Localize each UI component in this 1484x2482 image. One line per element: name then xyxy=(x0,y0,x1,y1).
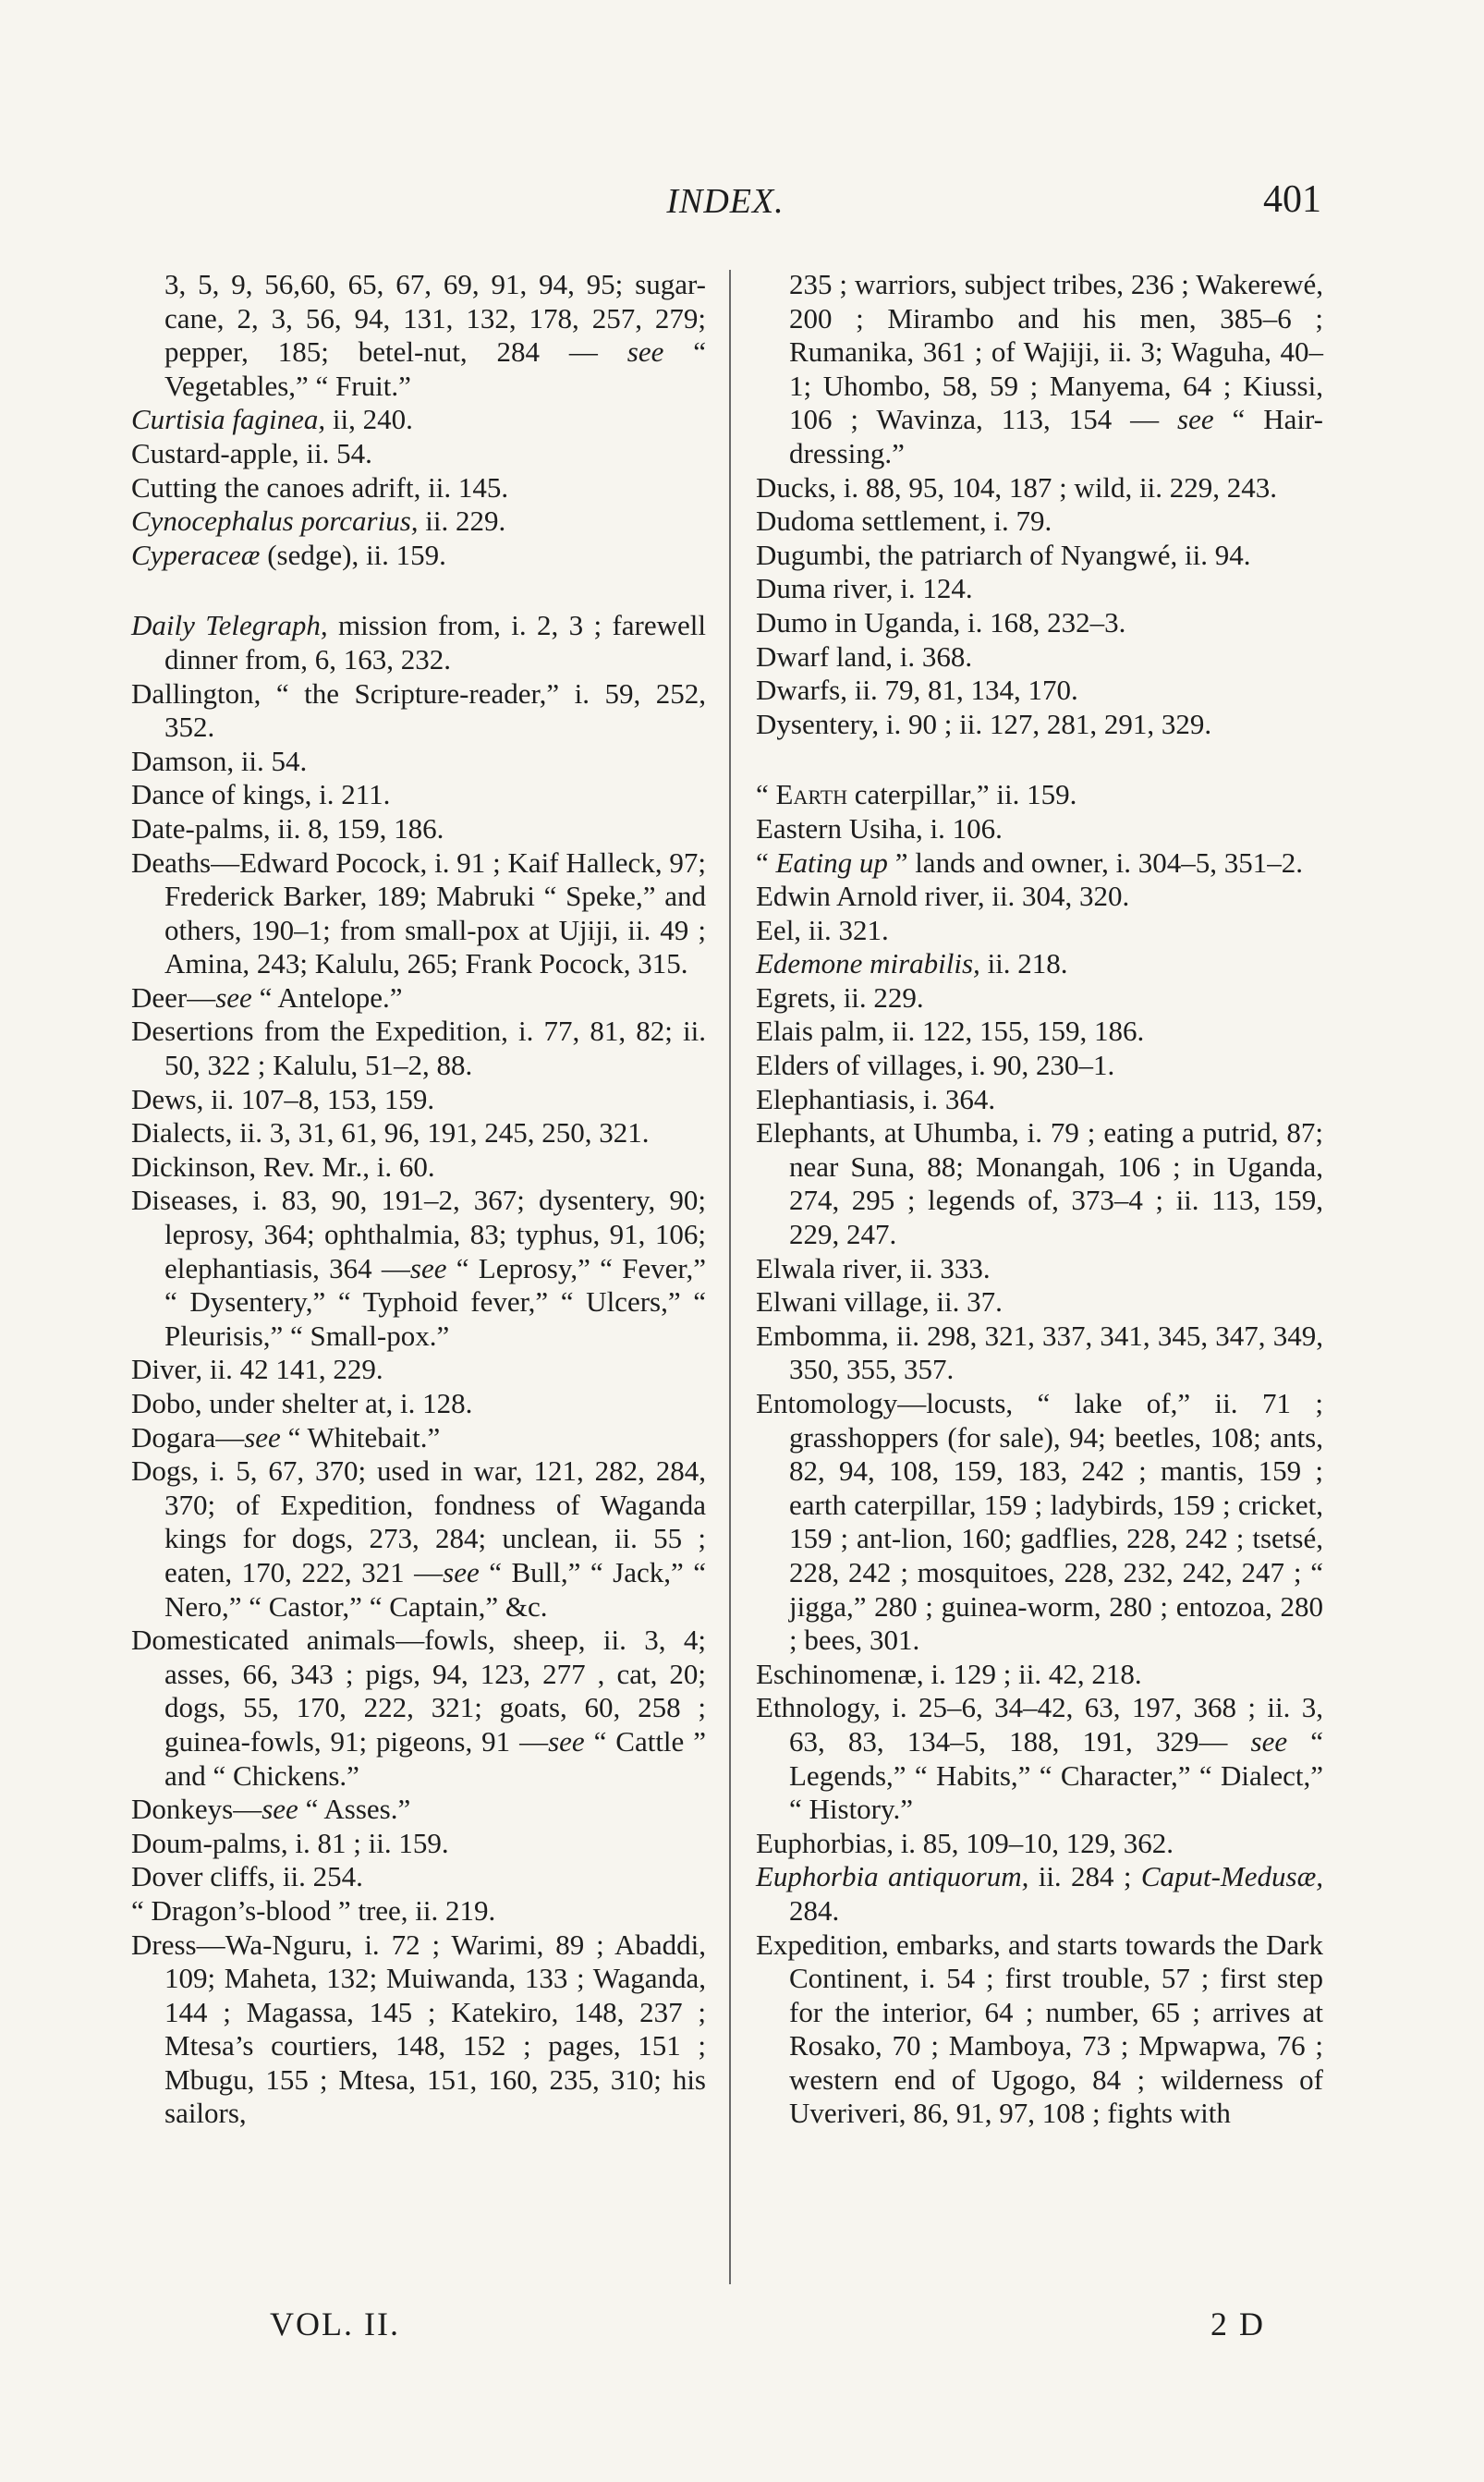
index-entry xyxy=(756,1387,1323,1658)
index-entry xyxy=(131,539,706,573)
entry-text: Expedition, embarks, and starts towards the Dark Continent, i. 54 ; first trouble, 57 ; first step for the interior, 64 ; number, 65 ; arrives at Rosako, 70 ; Mamboya, 73 ; Mpwapwa, 76 ; western end of Ugogo, 84 ; wilderness of Uveriveri, 86, 91, 97, 108 ; fights with xyxy=(756,1928,1323,2130)
index-entry xyxy=(131,981,706,1016)
entry-text: Duma river, i. 124. xyxy=(756,572,973,605)
page-header xyxy=(129,174,1321,229)
entry-text: Doum-palms, i. 81 ; ii. 159. xyxy=(131,1826,449,1859)
entry-text: Dews, ii. 107–8, 153, 159. xyxy=(131,1082,435,1115)
entry-text: “ Antelope.” xyxy=(251,980,403,1014)
entry-text: Deer— xyxy=(131,980,216,1014)
index-entry xyxy=(756,778,1323,812)
index-entry xyxy=(131,1116,706,1150)
index-entry xyxy=(131,1860,706,1894)
index-entry xyxy=(756,1320,1323,1387)
index-entry xyxy=(756,1049,1323,1083)
entry-text: Elais palm, ii. 122, 155, 159, 186. xyxy=(756,1015,1145,1048)
entry-text: “ xyxy=(756,846,776,879)
entry-text: Euphorbia antiquorum, xyxy=(756,1860,1029,1893)
entry-text: Elephantiasis, i. 364. xyxy=(756,1082,996,1115)
index-entry xyxy=(756,606,1323,640)
entry-text: Elwala river, ii. 333. xyxy=(756,1251,991,1284)
entry-text: mission from, i. 2, 3 ; farewell dinner from, 6, 163, 232. xyxy=(164,609,706,675)
entry-text: see xyxy=(215,980,252,1014)
index-entry-continued xyxy=(756,268,1323,471)
index-entry xyxy=(131,1624,706,1793)
entry-text: see xyxy=(443,1555,480,1588)
entry-text: Donkeys— xyxy=(131,1793,262,1826)
entry-text: Earth xyxy=(775,778,848,811)
entry-text: see xyxy=(626,335,664,369)
index-entry xyxy=(756,1015,1323,1049)
entry-text: Custard-apple, ii. 54. xyxy=(131,436,372,469)
entry-text: Domesticated animals—fowls, sheep, ii. 3, 4; asses, 66, 343 ; pigs, 94, 123, 277 , cat, 20; dogs, 55, 170, 222, 321; goats, 60, 258 ; guinea-fowls, 91; pigeons, 91 — xyxy=(131,1624,706,1758)
entry-text: Deaths—Edward Pocock, i. 91 ; Kaif Halleck, 97; Frederick Barker, 189; Mabruki “ Speke,” and others, 190–1; from small-pox at Ujiji, ii. 49 ; Amina, 243; Kalulu, 265; Frank Pocock, 315. xyxy=(131,846,706,980)
index-column-right xyxy=(756,268,1323,2131)
index-entry xyxy=(131,403,706,437)
entry-text: Ethnology, i. 25–6, 34–42, 63, 197, 368 ; ii. 3, 63, 83, 134–5, 188, 191, 329— xyxy=(756,1691,1323,1758)
index-entry xyxy=(756,572,1323,606)
entry-text: Cynocephalus porcarius, xyxy=(131,505,419,538)
entry-text: Dover cliffs, ii. 254. xyxy=(131,1860,363,1893)
entry-text: Elephants, at Uhumba, i. 79 ; eating a putrid, 87; near Suna, 88; Monangah, 106 ; in Uganda, 274, 295 ; legends of, 373–4 ; ii. 113, 159, 229, 247. xyxy=(756,1116,1323,1251)
section-gap xyxy=(756,741,1323,778)
entry-text: “ xyxy=(756,778,776,811)
index-entry xyxy=(131,505,706,539)
entry-text: “ Leprosy,” “ Fever,” “ Dysentery,” “ Typhoid fever,” “ Ulcers,” “ Pleurisis,” “ Small-pox.” xyxy=(164,1251,706,1352)
signature-mark: 2 D xyxy=(1210,2306,1265,2342)
section-gap xyxy=(131,572,706,609)
index-entry xyxy=(756,981,1323,1016)
entry-text: Curtisia faginea, xyxy=(131,403,326,436)
entry-text: Cutting the canoes adrift, ii. 145. xyxy=(131,470,509,504)
volume-label: VOL. II. xyxy=(270,2306,400,2342)
index-entry xyxy=(756,539,1323,573)
entry-text: Daily Telegraph, xyxy=(131,609,328,642)
entry-text: Dysentery, i. 90 ; ii. 127, 281, 291, 329. xyxy=(756,707,1212,740)
index-entry xyxy=(131,609,706,676)
entry-text: caterpillar,” ii. 159. xyxy=(847,778,1077,811)
column-divider xyxy=(729,270,731,2284)
entry-text: “ Hair-dressing.” xyxy=(789,403,1323,469)
entry-text: “ Dragon’s-blood ” tree, ii. 219. xyxy=(131,1893,496,1927)
entry-text: see xyxy=(244,1420,281,1454)
index-entry xyxy=(131,1353,706,1387)
entry-text: 3, 5, 9, 56,60, 65, 67, 69, 91, 94, 95; sugar-cane, 2, 3, 56, 94, 131, 132, 178, 257, 279; pepper, 185; betel-nut, 284 — xyxy=(164,268,706,369)
index-entry xyxy=(131,812,706,846)
index-entry xyxy=(131,1083,706,1117)
entry-text: Dance of kings, i. 211. xyxy=(131,778,391,811)
index-entry xyxy=(756,505,1323,539)
index-entry xyxy=(756,880,1323,914)
entry-text: Ducks, i. 88, 95, 104, 187 ; wild, ii. 229, 243. xyxy=(756,470,1278,504)
entry-text: ii. 284 ; xyxy=(1028,1860,1141,1893)
entry-text: Euphorbias, i. 85, 109–10, 129, 362. xyxy=(756,1826,1174,1859)
index-entry xyxy=(131,745,706,779)
index-entry xyxy=(131,677,706,745)
entry-text: Dwarfs, ii. 79, 81, 134, 170. xyxy=(756,674,1078,707)
entry-text: “ Cattle ” and “ Chickens.” xyxy=(164,1724,706,1792)
page-number: 401 xyxy=(1263,178,1321,221)
entry-text: “ Vegetables,” “ Fruit.” xyxy=(164,335,706,402)
entry-text: Dress—Wa-Nguru, i. 72 ; Warimi, 89 ; Abaddi, 109; Maheta, 132; Muiwanda, 133 ; Waganda, 144 ; Magassa, 145 ; Katekiro, 148, 237 ; Mtesa’s courtiers, 148, 152 ; pages, 151 ; Mbugu, 155 ; Mtesa, 151, 160, 235, 310; his sailors, xyxy=(131,1928,706,2130)
entry-text: Egrets, ii. 229. xyxy=(756,980,924,1014)
entry-text: Dobo, under shelter at, i. 128. xyxy=(131,1387,473,1419)
index-entry xyxy=(131,778,706,812)
entry-text: Elwani village, ii. 37. xyxy=(756,1285,1003,1319)
entry-text: Eel, ii. 321. xyxy=(756,913,889,946)
entry-text: Dialects, ii. 3, 31, 61, 96, 191, 245, 250, 321. xyxy=(131,1116,650,1150)
entry-text: Desertions from the Expedition, i. 77, 81, 82; ii. 50, 322 ; Kalulu, 51–2, 88. xyxy=(131,1015,706,1082)
entry-text: Diver, ii. 42 141, 229. xyxy=(131,1353,383,1386)
index-entry xyxy=(756,1827,1323,1861)
entry-text: see xyxy=(409,1251,447,1284)
index-entry xyxy=(131,846,706,981)
entry-text: Damson, ii. 54. xyxy=(131,744,308,777)
entry-text: Caput-Medusæ, xyxy=(1140,1860,1323,1893)
entry-text: Dogs, i. 5, 67, 370; used in war, 121, 282, 284, 370; of Expedition, fondness of Waganda kings for dogs, 273, 284; unclean, ii. 55 ; eaten, 170, 222, 321 — xyxy=(131,1454,706,1588)
entry-text: Eastern Usiha, i. 106. xyxy=(756,811,1003,845)
index-entry xyxy=(756,812,1323,846)
entry-text: “ Asses.” xyxy=(298,1793,411,1826)
entry-text: Dallington, “ the Scripture-reader,” i. 59, 252, 352. xyxy=(131,676,706,744)
entry-text: “ Legends,” “ Habits,” “ Character,” “ Dialect,” “ History.” xyxy=(789,1724,1323,1826)
index-entry xyxy=(131,1184,706,1353)
index-entry xyxy=(756,1691,1323,1826)
index-entry xyxy=(131,471,706,505)
entry-text: Embomma, ii. 298, 321, 337, 341, 345, 347, 349, 350, 355, 357. xyxy=(756,1319,1323,1386)
entry-text: Cyperaceæ xyxy=(131,538,261,571)
index-entry xyxy=(131,1387,706,1421)
entry-text: Dwarf land, i. 368. xyxy=(756,639,973,673)
entry-text: Eschinomenæ, i. 129 ; ii. 42, 218. xyxy=(756,1657,1142,1690)
index-entry xyxy=(131,1454,706,1624)
entry-text: Eating up xyxy=(775,846,888,879)
entry-text: see xyxy=(262,1793,298,1826)
index-column-left xyxy=(131,268,706,2131)
index-entry xyxy=(131,1015,706,1082)
entry-text: Dumo in Uganda, i. 168, 232–3. xyxy=(756,605,1126,639)
entry-text: ” lands and owner, i. 304–5, 351–2. xyxy=(887,846,1303,879)
entry-text: Dogara— xyxy=(131,1420,245,1454)
entry-text: Date-palms, ii. 8, 159, 186. xyxy=(131,811,444,845)
entry-text: Edemone mirabilis, xyxy=(756,947,980,980)
entry-text: Elders of villages, i. 90, 230–1. xyxy=(756,1049,1115,1082)
entry-text: Dickinson, Rev. Mr., i. 60. xyxy=(131,1150,435,1183)
index-entry xyxy=(756,1860,1323,1928)
index-entry xyxy=(131,1150,706,1185)
index-entry xyxy=(756,1116,1323,1251)
index-entry xyxy=(756,1252,1323,1286)
entry-text: see xyxy=(1177,403,1214,436)
index-entry xyxy=(756,471,1323,505)
running-head: INDEX. xyxy=(666,182,785,221)
index-entry xyxy=(131,1421,706,1455)
index-entry xyxy=(756,674,1323,708)
index-entry xyxy=(756,846,1323,881)
index-entry xyxy=(756,914,1323,948)
entry-text: see xyxy=(1250,1724,1288,1758)
index-entry xyxy=(131,1827,706,1861)
entry-text: ii. 218. xyxy=(979,947,1068,980)
entry-text: see xyxy=(548,1724,585,1758)
entry-text: Entomology—locusts, “ lake of,” ii. 71 ; grasshoppers (for sale), 94; beetles, 108; ants, 82, 94, 108, 159, 183, 242 ; mantis, 159 ; earth caterpillar, 159 ; ladybirds, 159 ; cricket, 159 ; ant-lion, 160; gadflies, 228, 242 ; tsetsé, 228, 242 ; mosquitoes, 228, 232, 242, 247 ; “ jigga,” 280 ; guinea-worm, 280 ; entozoa, 280 ; bees, 301. xyxy=(756,1387,1323,1657)
index-entry xyxy=(756,947,1323,981)
entry-text: 284. xyxy=(789,1893,840,1927)
index-entry xyxy=(131,1928,706,2132)
entry-text: ii. 229. xyxy=(418,505,506,538)
index-entry xyxy=(756,640,1323,675)
index-entry xyxy=(756,708,1323,742)
entry-text: “ Bull,” “ Jack,” “ Nero,” “ Castor,” “ Captain,” &c. xyxy=(164,1555,707,1623)
entry-text: Dudoma settlement, i. 79. xyxy=(756,505,1052,538)
index-entry xyxy=(756,1928,1323,2132)
entry-text: “ Whitebait.” xyxy=(280,1420,441,1454)
index-entry xyxy=(131,1793,706,1827)
index-entry xyxy=(756,1285,1323,1320)
entry-text: 235 ; warriors, subject tribes, 236 ; Wakerewé, 200 ; Mirambo and his men, 385–6 ; Rumanika, 361 ; of Wajiji, ii. 3; Waguha, 40–1; Uhombo, 58, 59 ; Manyema, 64 ; Kiussi, 106 ; Wavinza, 113, 154 — xyxy=(789,268,1323,436)
index-entry xyxy=(131,437,706,471)
index-entry xyxy=(131,1894,706,1928)
index-entry xyxy=(756,1658,1323,1692)
index-entry-continued xyxy=(131,268,706,403)
entry-text: (sedge), ii. 159. xyxy=(260,538,446,571)
entry-text: Diseases, i. 83, 90, 191–2, 367; dysentery, 90; leprosy, 364; ophthalmia, 83; typhus, 91, 106; elephantiasis, 364 — xyxy=(131,1184,706,1284)
entry-text: Edwin Arnold river, ii. 304, 320. xyxy=(756,880,1130,913)
entry-text: Dugumbi, the patriarch of Nyangwé, ii. 94. xyxy=(756,538,1251,571)
index-entry xyxy=(756,1083,1323,1117)
entry-text: ii, 240. xyxy=(325,403,413,436)
